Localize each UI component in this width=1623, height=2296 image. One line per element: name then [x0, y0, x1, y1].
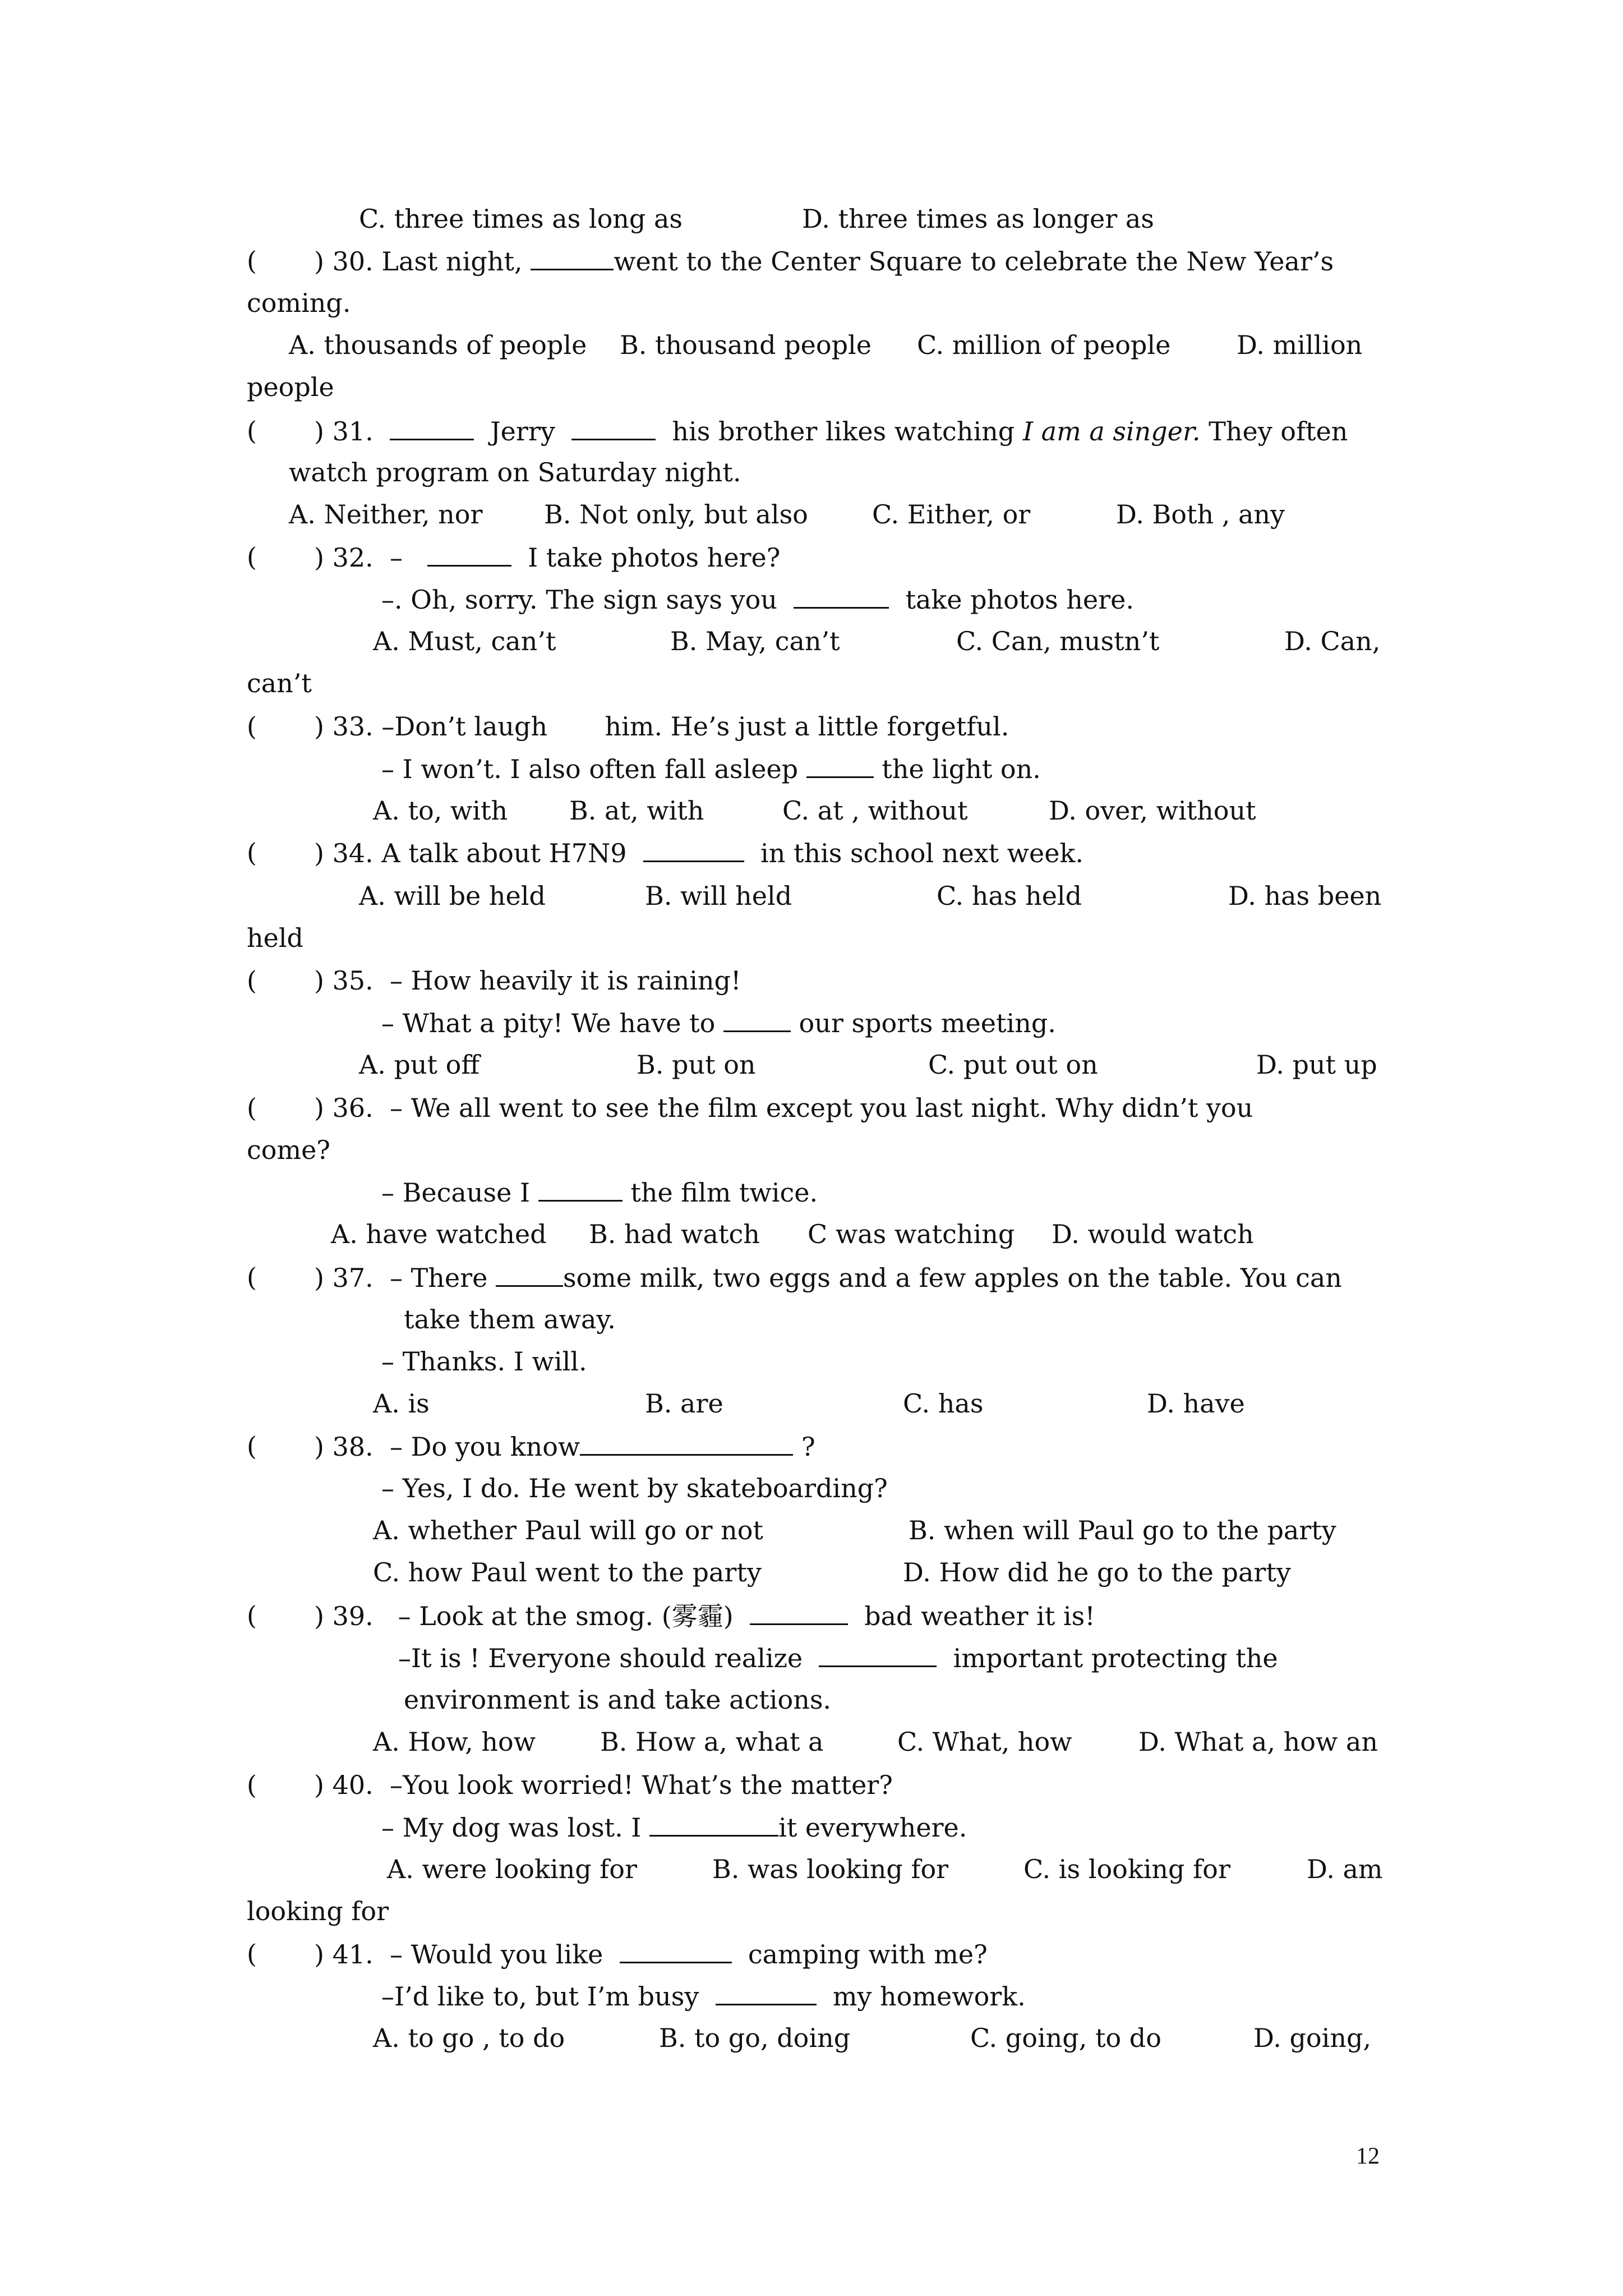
option-line: C. going, to do — [970, 2023, 1161, 2053]
dialogue-line: – I won’t. I also often fall asleep the light on. — [381, 752, 1041, 786]
dialogue-line: –It is ! Everyone should realize important protecting the — [398, 1641, 1278, 1675]
question-37: ( — [247, 1262, 257, 1292]
answer-blank[interactable] — [716, 1979, 817, 2005]
page-number: 12 — [1356, 2143, 1380, 2169]
option-line: C. Either, or — [872, 499, 1031, 530]
option-line: looking for — [247, 1896, 389, 1926]
option-line: C. put out on — [928, 1050, 1098, 1080]
question-37-text: ) 37. – There some milk, two eggs and a few apples on the table. You can — [314, 1260, 1342, 1295]
answer-blank[interactable] — [750, 1599, 848, 1625]
option-line: C was watching — [808, 1219, 1015, 1249]
answer-blank[interactable] — [643, 836, 744, 862]
option-line: A. thousands of people — [289, 330, 587, 360]
question-41-text: ) 41. – Would you like camping with me? — [314, 1937, 988, 1971]
option-line: A. whether Paul will go or not — [373, 1515, 763, 1545]
option-line: A. to, with — [373, 795, 508, 826]
answer-blank[interactable] — [538, 1175, 623, 1202]
option-line: B. May, can’t — [670, 626, 840, 656]
option-line: A. put off — [359, 1050, 480, 1080]
question-36: ( — [247, 1093, 257, 1123]
question-38-text: ) 38. – Do you know ? — [314, 1429, 815, 1464]
option-line: D. Both , any — [1116, 499, 1285, 530]
option-line: D. three times as longer as — [802, 204, 1154, 234]
question-33-text: ) 33. –Don’t laugh him. He’s just a little forgetful. — [314, 711, 1009, 742]
question-line: watch program on Saturday night. — [289, 457, 741, 487]
option-line: D. has been — [1228, 881, 1382, 911]
dialogue-line: environment is and take actions. — [404, 1685, 832, 1715]
question-32: ( — [247, 542, 257, 572]
option-line: B. are — [645, 1388, 723, 1419]
dialogue-line: – My dog was lost. I it everywhere. — [381, 1810, 967, 1844]
question-36-text: ) 36. – We all went to see the film except you last night. Why didn’t you — [314, 1093, 1253, 1123]
option-line: A. will be held — [359, 881, 546, 911]
answer-blank[interactable] — [794, 582, 889, 609]
question-40-text: ) 40. –You look worried! What’s the matter? — [314, 1770, 893, 1800]
answer-blank[interactable] — [496, 1260, 563, 1287]
option-line: C. million of people — [917, 330, 1171, 360]
option-line: A. How, how — [373, 1727, 536, 1757]
option-line: B. had watch — [589, 1219, 760, 1249]
answer-blank[interactable] — [427, 540, 511, 567]
dialogue-line: –. Oh, sorry. The sign says you take photos here. — [381, 582, 1134, 616]
option-line: C. has — [903, 1388, 984, 1419]
question-line: take them away. — [404, 1304, 616, 1335]
question-34-text: ) 34. A talk about H7N9 in this school next week. — [314, 836, 1083, 870]
dialogue-line: –I’d like to, but I’m busy my homework. — [381, 1979, 1026, 2013]
option-line: B. to go, doing — [659, 2023, 851, 2053]
option-line: D. going, — [1253, 2023, 1372, 2053]
option-line: people — [247, 372, 334, 402]
question-line: coming. — [247, 288, 351, 318]
option-line: C. is looking for — [1023, 1854, 1230, 1884]
answer-blank[interactable] — [819, 1641, 937, 1667]
option-line: B. was looking for — [712, 1854, 949, 1884]
question-39: ( — [247, 1600, 257, 1631]
option-line: A. is — [373, 1388, 430, 1419]
question-30: ( — [247, 246, 257, 276]
question-31-text: ) 31. Jerry his brother likes watching I am a singer. They often — [314, 414, 1348, 448]
option-line: D. Can, — [1284, 626, 1381, 656]
option-line: D. would watch — [1052, 1219, 1254, 1249]
option-line: B. Not only, but also — [544, 499, 808, 530]
option-line: B. How a, what a — [600, 1727, 824, 1757]
question-40: ( — [247, 1770, 257, 1800]
option-line: C. Can, mustn’t — [956, 626, 1160, 656]
option-line: C. has held — [937, 881, 1082, 911]
option-line: D. put up — [1256, 1050, 1377, 1080]
option-line: D. What a, how an — [1138, 1727, 1378, 1757]
answer-blank[interactable] — [620, 1937, 732, 1963]
answer-blank[interactable] — [531, 244, 614, 270]
option-line: D. million — [1237, 330, 1363, 360]
dialogue-line: – Because I the film twice. — [381, 1175, 818, 1209]
option-line: can’t — [247, 668, 312, 698]
option-line: A. were looking for — [387, 1854, 637, 1884]
option-line: B. thousand people — [620, 330, 872, 360]
question-41: ( — [247, 1939, 257, 1969]
option-line: B. at, with — [569, 795, 704, 826]
question-31: ( — [247, 416, 257, 446]
option-line: C. how Paul went to the party — [373, 1557, 762, 1588]
option-line: C. at , without — [782, 795, 968, 826]
question-line: come? — [247, 1135, 330, 1165]
question-33: ( — [247, 711, 257, 742]
option-line: A. to go , to do — [373, 2023, 565, 2053]
answer-blank[interactable] — [649, 1810, 778, 1837]
option-line: A. Must, can’t — [373, 626, 556, 656]
question-35: ( — [247, 965, 257, 996]
dialogue-line: – Thanks. I will. — [381, 1346, 587, 1377]
answer-blank[interactable] — [571, 414, 656, 440]
option-line: held — [247, 923, 304, 953]
question-30-text: ) 30. Last night, went to the Center Square to celebrate the New Year’s — [314, 244, 1334, 278]
dialogue-line: – Yes, I do. He went by skateboarding? — [381, 1473, 888, 1503]
answer-blank[interactable] — [806, 752, 874, 778]
option-line: B. put on — [637, 1050, 756, 1080]
option-line: A. have watched — [331, 1219, 547, 1249]
question-38: ( — [247, 1431, 257, 1461]
option-line: C. three times as long as — [359, 204, 683, 234]
dialogue-line: – What a pity! We have to our sports meeting. — [381, 1006, 1056, 1040]
option-line: D. am — [1307, 1854, 1383, 1884]
option-line: D. have — [1147, 1388, 1245, 1419]
option-line: C. What, how — [897, 1727, 1072, 1757]
question-32-text: ) 32. – I take photos here? — [314, 540, 780, 574]
answer-blank[interactable] — [580, 1429, 793, 1456]
option-line: B. when will Paul go to the party — [909, 1515, 1336, 1545]
question-35-text: ) 35. – How heavily it is raining! — [314, 965, 741, 996]
option-line: D. How did he go to the party — [903, 1557, 1291, 1588]
question-39-text: ) 39. – Look at the smog. (雾霾) bad weather it is! — [314, 1599, 1095, 1633]
answer-blank[interactable] — [723, 1006, 791, 1032]
option-line: A. Neither, nor — [289, 499, 483, 530]
option-line: D. over, without — [1049, 795, 1256, 826]
question-34: ( — [247, 838, 257, 868]
option-line: B. will held — [645, 881, 792, 911]
answer-blank[interactable] — [390, 414, 474, 440]
